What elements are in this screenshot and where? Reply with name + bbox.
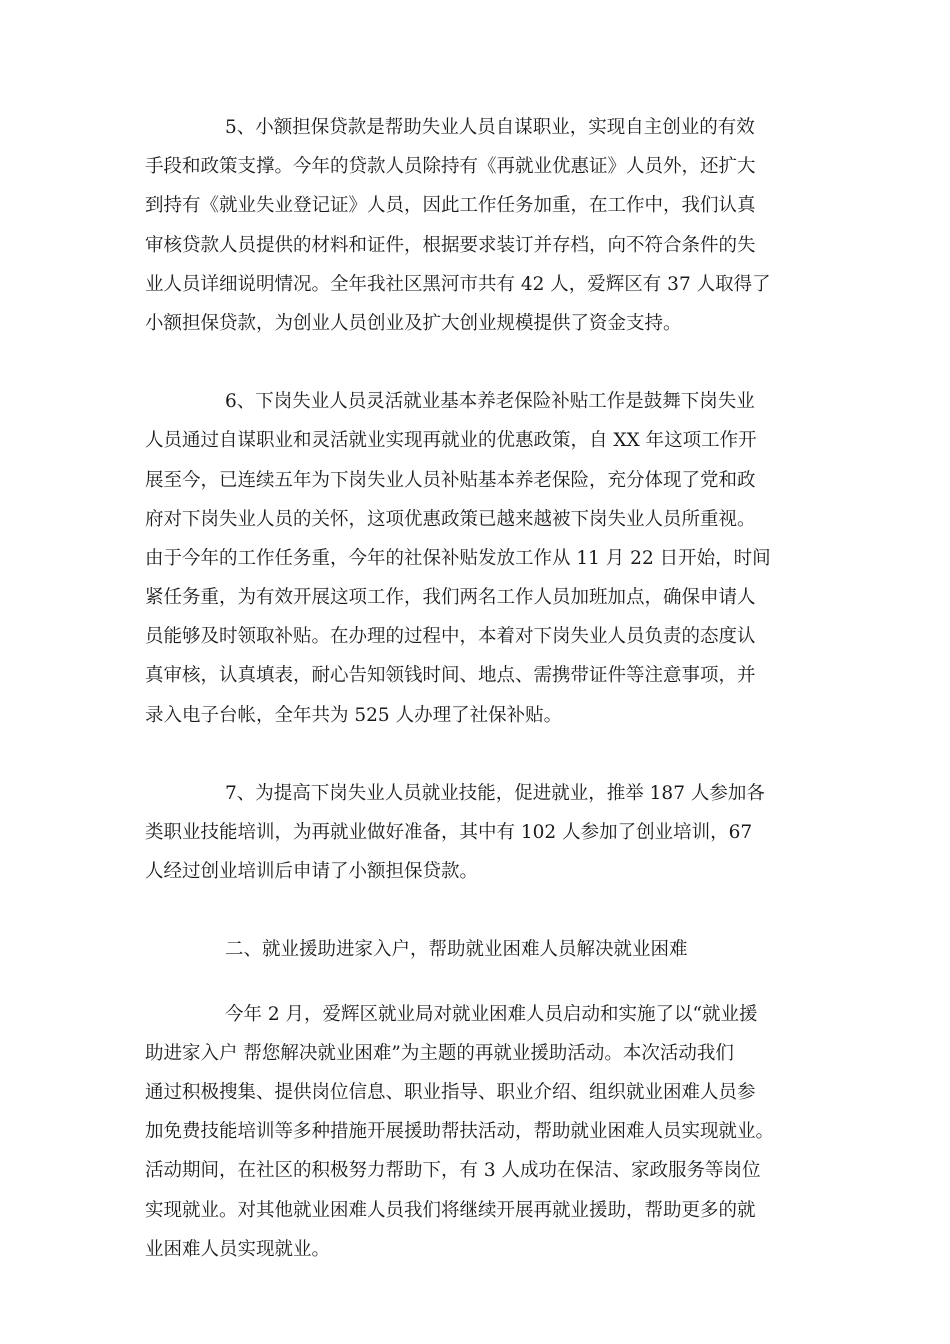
paragraph-line: 员能够及时领取补贴。在办理的过程中，本着对下岗失业人员负责的态度认 [145, 626, 756, 648]
paragraph-line: 录入电子台帐，全年共为 525 人办理了社保补贴。 [145, 704, 563, 726]
paragraph-line: 类职业技能培训，为再就业做好准备，其中有 102 人参加了创业培训，67 [145, 822, 753, 843]
paragraph-5 [145, 108, 825, 343]
paragraph-line: 通过积极搜集、提供岗位信息、职业指导、职业介绍、组织就业困难人员参 [145, 1081, 756, 1103]
paragraph-line: 小额担保贷款，为创业人员创业及扩大创业规模提供了资金支持。 [145, 312, 682, 334]
paragraph-line: 5、小额担保贷款是帮助失业人员自谋职业，实现自主创业的有效 [225, 117, 755, 138]
paragraph-line: 人经过创业培训后申请了小额担保贷款。 [145, 861, 479, 883]
paragraph-7 [145, 774, 825, 892]
paragraph-line: 今年 2 月，爱辉区就业局对就业困难人员启动和实施了以“就业援 [225, 1003, 758, 1025]
paragraph-line: 手段和政策支撑。今年的贷款人员除持有《再就业优惠证》人员外，还扩大 [145, 156, 756, 178]
paragraph-line: 审核贷款人员提供的材料和证件，根据要求装订并存档，向不符合条件的失 [145, 234, 756, 256]
paragraph-6 [145, 382, 825, 735]
paragraph-line: 6、下岗失业人员灵活就业基本养老保险补贴工作是鼓舞下岗失业 [225, 391, 755, 413]
paragraph-line: 紧任务重，为有效开展这项工作，我们两名工作人员加班加点，确保申请人 [145, 587, 756, 609]
paragraph-line: 到持有《就业失业登记证》人员，因此工作任务加重，在工作中，我们认真 [145, 195, 756, 217]
paragraph-line: 实现就业。对其他就业困难人员我们将继续开展再就业援助，帮助更多的就 [145, 1199, 756, 1221]
section-heading-2 [145, 930, 825, 969]
paragraph-line: 人员通过自谋职业和灵活就业实现再就业的优惠政策，自 XX 年这项工作开 [145, 430, 757, 452]
paragraph-line: 7、为提高下岗失业人员就业技能，促进就业，推举 187 人参加各 [225, 782, 765, 804]
document-body [145, 108, 825, 1308]
paragraph-line: 真审核，认真填表，耐心告知领钱时间、地点、需携带证件等注意事项，并 [145, 665, 756, 687]
paragraph-line: 助进家入户 帮您解决就业困难”为主题的再就业援助活动。本次活动我们 [145, 1042, 734, 1064]
paragraph-line: 活动期间，在社区的积极努力帮助下，有 3 人成功在保洁、家政服务等岗位 [145, 1160, 761, 1182]
section-heading-text: 二、就业援助进家入户，帮助就业困难人员解决就业困难 [225, 939, 688, 961]
paragraph-line: 由于今年的工作任务重，今年的社保补贴发放工作从 11 月 22 日开始，时间 [145, 547, 771, 569]
paragraph-line: 加免费技能培训等多种措施开展援助帮扶活动，帮助就业困难人员实现就业。 [145, 1121, 775, 1143]
paragraph-line: 业困难人员实现就业。 [145, 1238, 331, 1260]
paragraph-line: 展至今，已连续五年为下岗失业人员补贴基本养老保险，充分体现了党和政 [145, 469, 756, 491]
paragraph-8 [145, 995, 825, 1269]
paragraph-line: 府对下岗失业人员的关怀，这项优惠政策已越来越被下岗失业人员所重视。 [145, 508, 756, 530]
paragraph-line: 业人员详细说明情况。全年我社区黑河市共有 42 人，爱辉区有 37 人取得了 [145, 273, 771, 295]
